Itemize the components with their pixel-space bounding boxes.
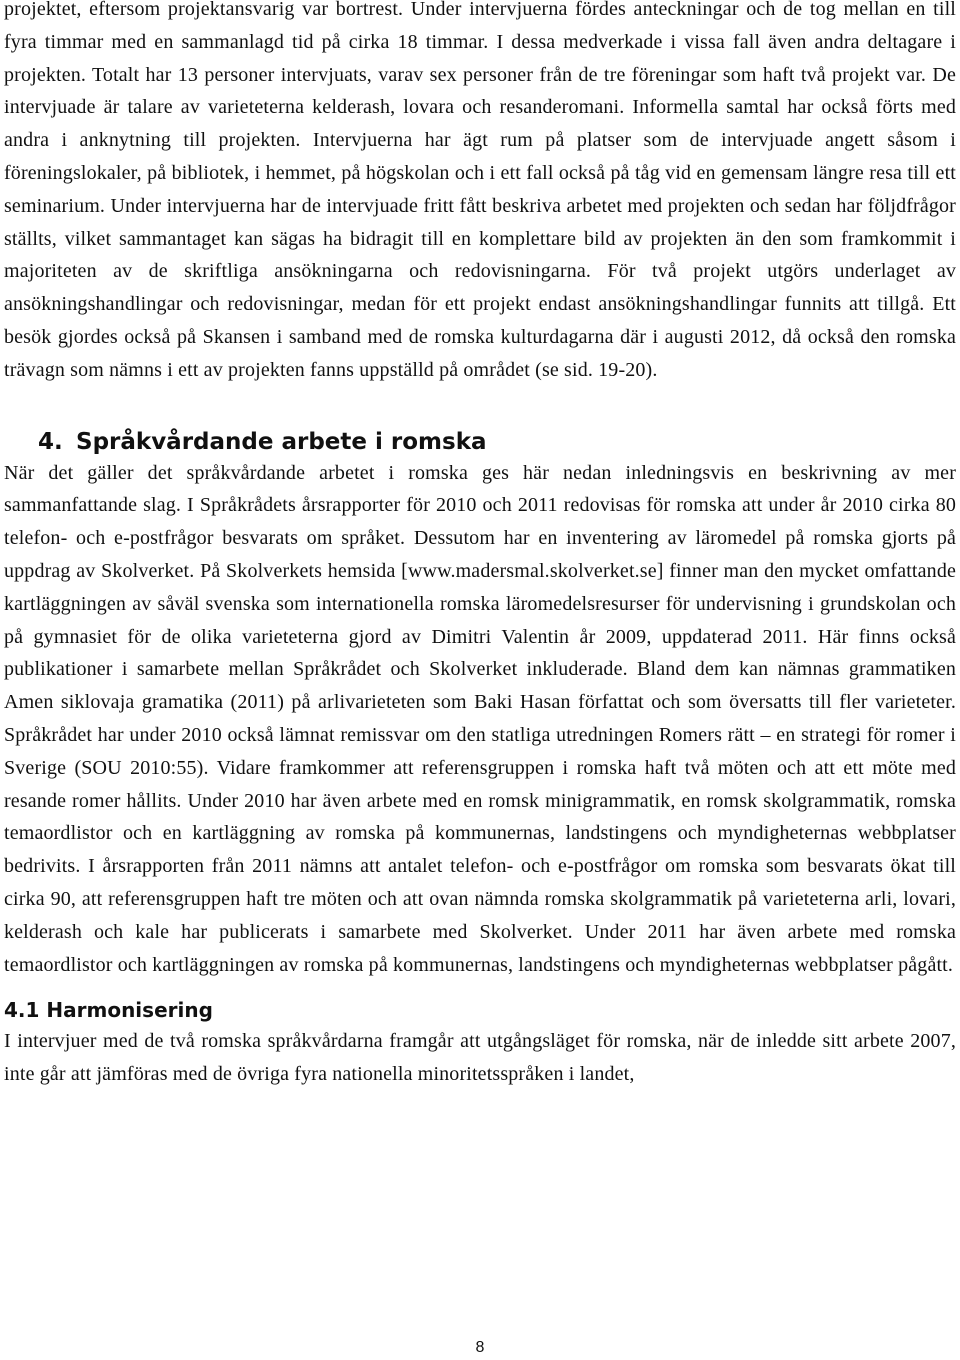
- section-number: 4.: [38, 428, 63, 455]
- body-paragraph-intro: projektet, eftersom projektansvarig var bortrest. Under intervjuerna fördes anteckningar och de tog mellan en till fyra timmar med en sammanlagd tid på cirka 18 timmar. I dessa medverkade i vissa fall även andra deltagare i projekten. Totalt har 13 personer intervjuats, varav sex personer från de tre föreningar som haft två projekt var. De intervjuade är talare av varieteterna kelderash, lovara och resanderomani. Informella samtal har också förts med andra i anknytning till projekten. Intervjuerna har ägt rum på platser som de intervjuade angett såsom i föreningslokaler, på bibliotek, i hemmet, på högskolan och i ett fall också på tåg vid en gemensam längre resa till ett seminarium. Under intervjuerna har de intervjuade fritt fått beskriva arbetet med projekten och sedan har följdfrågor ställts, vilket sammantaget kan sägas ha bidragit till en komplettare bild av projekten än den som framkommit i majoriteten av de skriftliga ansökningarna och redovisningarna. För två projekt utgörs underlaget av ansökningshandlingar och redovisningar, medan för ett projekt endast ansökningshandlingar funnits att tillgå. Ett besök gjordes också på Skansen i samband med de romska kulturdagarna där i augusti 2012, då också den romska trävagn som nämns i ett av projekten fanns uppställd på området (se sid. 19-20).: [4, 0, 956, 381]
- body-paragraph-harmonisering: I intervjuer med de två romska språkvårdarna framgår att utgångsläget för romska, när de inledde sitt arbete 2007, inte går att jämföras med de övriga fyra nationella minoritetsspråken i landet,: [4, 1030, 956, 1086]
- subsection-heading-4-1: 4.1 Harmonisering: [4, 998, 213, 1023]
- section-heading-4: [38, 427, 956, 457]
- section-title: Språkvårdande arbete i romska: [76, 428, 487, 455]
- body-paragraph-sprakvard: När det gäller det språkvårdande arbetet i romska ges här nedan inledningsvis en beskrivning av mer sammanfattande slag. I Språkrådets årsrapporter för 2010 och 2011 redovisas för romska att under år 2010 cirka 80 telefon- och e-postfrågor besvarats om språket. Dessutom har en inventering av läromedel på romska gjorts på uppdrag av Skolverket. På Skolverkets hemsida [www.madersmal.skolverket.se] finner man den mycket omfattande kartläggningen av såväl svenska som internationella romska läromedelsresurser för undervisning i grundskolan och på gymnasiet för de olika varieteterna gjord av Dimitri Valentin år 2009, uppdaterad 2011. Här finns också publikationer i samarbete mellan Språkrådet och Skolverket inkluderade. Bland dem kan nämnas grammatiken Amen siklovaja gramatika (2011) på arlivarieteten som Baki Hasan författat och som översatts till fler varieteter. Språkrådet har under 2010 också lämnat remissvar om den statliga utredningen Romers rätt – en strategi för romer i Sverige (SOU 2010:55). Vidare framkommer att referensgruppen i romska haft två möten och att ett möte med resande romer hållits. Under 2010 har även arbete med en romsk minigrammatik, en romsk skolgrammatik, romska temaordlistor och en kartläggning av romska på kommunernas, landstingens och myndigheternas webbplatser bedrivits. I årsrapporten från 2011 nämns att antalet telefon- och e-postfrågor om romska som besvarats ökat till cirka 90, att referensgruppen haft tre möten och att ovan nämnda romska skolgrammatik på varieteterna arli, lovari, kelderash och kale har publicerats i samarbete med Skolverket. Under 2011 har även arbete med romska temaordlistor och kartläggningen av romska på kommunernas, landstingens och myndigheternas webbplatser pågått.: [4, 461, 956, 976]
- page-number: 8: [475, 1339, 485, 1356]
- document-page: [4, 0, 956, 1091]
